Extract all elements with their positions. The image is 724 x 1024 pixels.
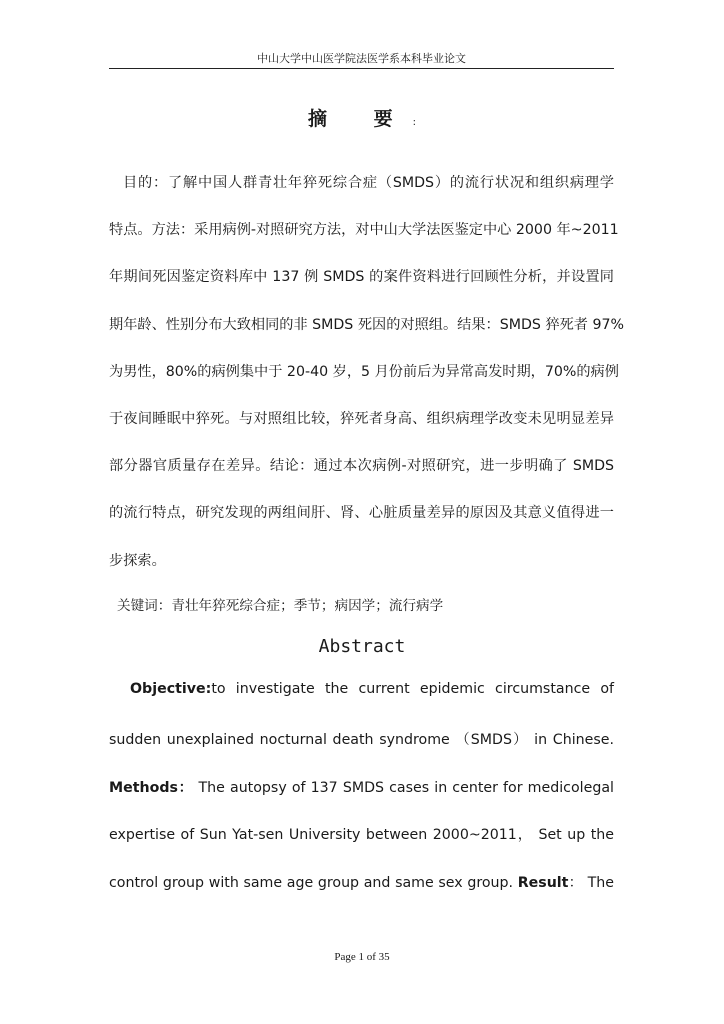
abstract-title-en: Abstract bbox=[318, 636, 406, 657]
abstract-title-cn-text: 摘 要 bbox=[308, 108, 413, 130]
abstract-line-6: 于夜间睡眠中猝死。与对照组比较，猝死者身高、组织病理学改变未见明显差异 bbox=[109, 410, 614, 427]
abstract-line-1: 目的：了解中国人群青壮年猝死综合症（SMDS）的流行状况和组织病理学 bbox=[123, 175, 614, 191]
running-header: 中山大学中山医学院法医学系本科毕业论文 bbox=[257, 52, 466, 65]
header-rule bbox=[109, 68, 614, 69]
abstract-line-8: 的流行特点，研究发现的两组间肝、肾、心脏质量差异的原因及其意义值得进一 bbox=[109, 505, 614, 522]
abstract-title-cn bbox=[0, 104, 724, 131]
abstract-line-4: 期年龄、性别分布大致相同的非 SMDS 死因的对照组。结果：SMDS 猝死者 97% bbox=[109, 316, 624, 333]
result-label: Result bbox=[517, 875, 569, 891]
abstract-en-line-5 bbox=[109, 872, 614, 892]
methods-text: The autopsy of 137 SMDS cases in center for medicolegal bbox=[193, 780, 614, 796]
abstract-en-line-3 bbox=[109, 777, 614, 797]
abstract-line-7: 部分器官质量存在差异。结论：通过本次病例-对照研究，进一步明确了 SMDS bbox=[109, 458, 614, 475]
abstract-line-2: 特点。方法：采用病例-对照研究方法，对中山大学法医鉴定中心 2000 年~2011 bbox=[109, 222, 619, 239]
keywords-cn: 关键词：青壮年猝死综合症；季节；病因学；流行病学 bbox=[117, 598, 444, 614]
control-text: control group with same age group and same sex group. bbox=[109, 875, 518, 891]
abstract-line-5: 为男性，80%的病例集中于 20-40 岁，5 月份前后为异常高发时期，70%的病例 bbox=[109, 363, 619, 380]
abstract-line-9: 步探索。 bbox=[109, 552, 166, 569]
abstract-en-line-2: sudden unexplained nocturnal death syndrome （SMDS） in Chinese. bbox=[109, 732, 614, 748]
abstract-body-cn bbox=[109, 160, 624, 585]
methods-label: Methods： bbox=[109, 780, 194, 796]
result-tail: ： The bbox=[568, 875, 614, 891]
abstract-title-colon: : bbox=[412, 117, 416, 128]
abstract-en-line-1 bbox=[130, 681, 614, 697]
abstract-line-3: 年期间死因鉴定资料库中 137 例 SMDS 的案件资料进行回顾性分析，并设置同 bbox=[109, 269, 614, 286]
abstract-en-line-4: expertise of Sun Yat-sen University between 2000~2011， Set up the bbox=[109, 827, 614, 843]
page-number: Page 1 of 35 bbox=[334, 951, 390, 963]
objective-text: to investigate the current epidemic circumstance of bbox=[211, 681, 614, 697]
objective-label: Objective: bbox=[130, 681, 212, 697]
